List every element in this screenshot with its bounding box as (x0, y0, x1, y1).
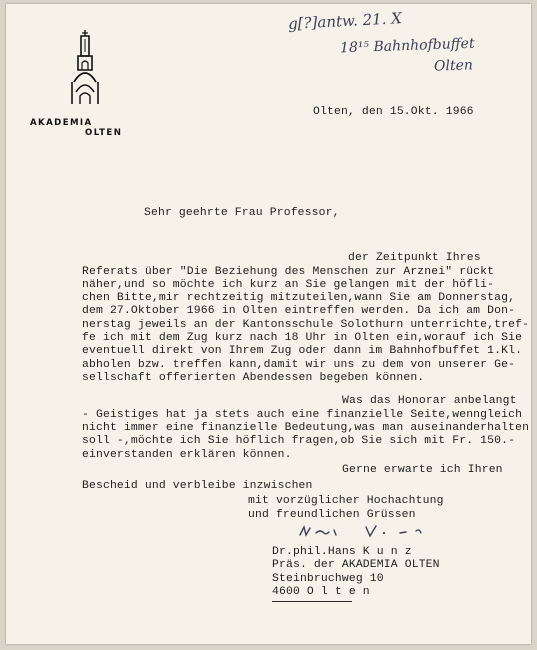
body-p2-line-1: Was das Honorar anbelangt (342, 395, 517, 407)
body-p1-line-8: eventuell direkt von Ihrem Zug oder dann im Bahnhofbuffet 1.Kl. (82, 345, 523, 357)
sender-underline (272, 601, 352, 602)
body-p3-line-1: Gerne erwarte ich Ihren (342, 464, 503, 476)
body-p1-line-10: sellschaft offerierten Abendessen begeben können. (82, 372, 425, 384)
letterhead-olten: OLTEN (85, 128, 123, 138)
body-p1-line-2: Referats über "Die Beziehung des Menschen zur Arznei" rückt (82, 266, 495, 278)
closing-line-2: und freundlichen Grüssen (248, 509, 416, 521)
salutation: Sehr geehrte Frau Professor, (144, 207, 340, 219)
body-p2-line-5: einverstanden erklären können. (82, 449, 292, 461)
body-p2-line-3: nicht immer eine finanzielle Bedeutung,was man auseinanderhalten (82, 422, 530, 434)
body-p1-line-3: näher,und so möchte ich kurz an Sie gelangen mit der höfli- (82, 279, 495, 291)
sender-street: Steinbruchweg 10 (272, 573, 384, 585)
body-p1-line-1: der Zeitpunkt Ihres (348, 252, 481, 264)
body-p2-line-2: - Geistiges hat ja stets auch eine finanzielle Seite,wenngleich (82, 409, 523, 421)
body-p3-line-2: Bescheid und verbleibe inzwischen (82, 480, 313, 492)
body-p2-line-4: soll -,möchte ich Sie höflich fragen,ob Sie sich mit Fr. 150.- (82, 435, 516, 447)
letterhead-akademia: AKADEMIA (30, 118, 93, 128)
body-p1-line-9: abholen bzw. treffen kann,damit wir uns zu dem von unserer Ge- (82, 359, 516, 371)
body-p1-line-6: nerstag jeweils an der Kantonsschule Solothurn unterrichte,tref- (82, 319, 530, 331)
date-line: Olten, den 15.Okt. 1966 (313, 106, 474, 118)
sender-city: 4600 O l t e n (272, 586, 370, 598)
sender-title: Präs. der AKADEMIA OLTEN (272, 559, 440, 571)
letter-page (6, 4, 531, 644)
closing-line-1: mit vorzüglicher Hochachtung (248, 495, 444, 507)
sender-name: Dr.phil.Hans K u n z (272, 546, 412, 558)
akademia-tower-logo (68, 30, 102, 114)
handwritten-signature (296, 521, 446, 543)
handwritten-note-line-3: Olten (433, 57, 474, 75)
body-p1-line-7: fe ich mit dem Zug kurz nach 18 Uhr in Olten ein,worauf ich Sie (82, 332, 523, 344)
body-p1-line-5: dem 27.Oktober 1966 in Olten eintreffen werden. Da ich am Don- (82, 305, 516, 317)
handwritten-note-line-2: 18¹⁵ Bahnhofbuffet (339, 35, 475, 57)
body-p1-line-4: chen Bitte,mir rechtzeitig mitzuteilen,wann Sie am Donnerstag, (82, 292, 516, 304)
handwritten-note-line-1: g[?]antw. 21. X (287, 9, 403, 33)
